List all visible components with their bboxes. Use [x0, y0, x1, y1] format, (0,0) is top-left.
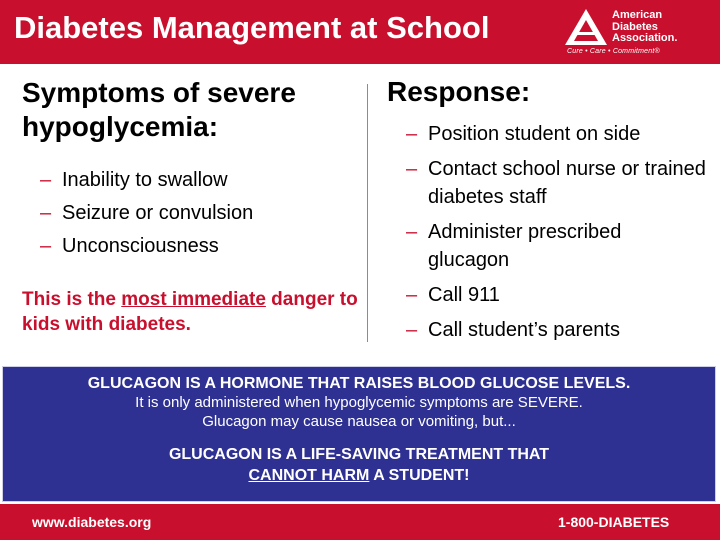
- dash-bullet: –: [406, 123, 418, 145]
- response-item: [406, 316, 706, 344]
- dash-bullet: –: [40, 235, 52, 257]
- symptoms-heading: Symptoms of severe hypoglycemia:: [22, 77, 296, 142]
- dash-bullet: –: [406, 158, 418, 180]
- logo-tagline: Cure • Care • Commitment®: [567, 48, 660, 55]
- phone-number: 1-800-DIABETES: [558, 514, 670, 530]
- response-item: [406, 281, 706, 309]
- symptom-item: [40, 168, 340, 192]
- symptom-item: [40, 234, 340, 258]
- warning-prefix: This is the: [22, 289, 122, 310]
- logo-line-2: Diabetes: [612, 20, 658, 33]
- info-line-4: GLUCAGON IS A LIFE-SAVING TREATMENT THAT: [168, 446, 550, 463]
- info-emphasis: CANNOT HARM: [248, 467, 370, 484]
- ada-triangle-icon: [564, 8, 608, 46]
- response-text: Contact school nurse or trained diabetes staff: [428, 158, 706, 208]
- dash-bullet: –: [406, 284, 418, 306]
- header-bar: [0, 0, 720, 64]
- response-text: Call student’s parents: [428, 319, 620, 341]
- slide-title: Diabetes Management at School: [14, 10, 490, 45]
- warning-suffix: danger to kids with diabetes.: [22, 289, 358, 335]
- dash-bullet: –: [406, 221, 418, 243]
- glucagon-info-box: [2, 366, 716, 502]
- response-item: [406, 120, 706, 148]
- warning-emphasis: most immediate: [121, 289, 266, 310]
- info-line-3: Glucagon may cause nausea or vomiting, but...: [202, 413, 516, 430]
- response-text: Call 911: [428, 284, 500, 306]
- symptom-item: [40, 201, 340, 225]
- response-item: [406, 218, 706, 274]
- response-list: [406, 120, 706, 351]
- info-line-5: [3, 465, 715, 486]
- info-suffix: A STUDENT!: [369, 467, 470, 484]
- dash-bullet: –: [406, 319, 418, 341]
- dash-bullet: –: [40, 169, 52, 191]
- response-item: [406, 155, 706, 211]
- website-link[interactable]: www.diabetes.org: [32, 514, 152, 530]
- response-text: Administer prescribed glucagon: [428, 221, 622, 271]
- logo-line-3: Association.: [612, 32, 678, 44]
- dash-bullet: –: [40, 202, 52, 224]
- symptoms-list: [40, 168, 340, 267]
- info-line-1: GLUCAGON IS A HORMONE THAT RAISES BLOOD GLUCOSE LEVELS.: [87, 375, 631, 392]
- info-line-2: It is only administered when hypoglycemic symptoms are SEVERE.: [135, 394, 583, 411]
- footer-bar: [0, 504, 720, 540]
- response-heading: Response:: [387, 76, 531, 107]
- symptom-text: Inability to swallow: [62, 169, 228, 191]
- response-text: Position student on side: [428, 123, 641, 145]
- logo-line-1: American: [612, 9, 663, 21]
- column-divider: [367, 84, 368, 342]
- danger-warning: [22, 287, 362, 337]
- symptom-text: Seizure or convulsion: [62, 202, 254, 224]
- symptom-text: Unconsciousness: [62, 235, 219, 257]
- ada-logo: [564, 8, 714, 60]
